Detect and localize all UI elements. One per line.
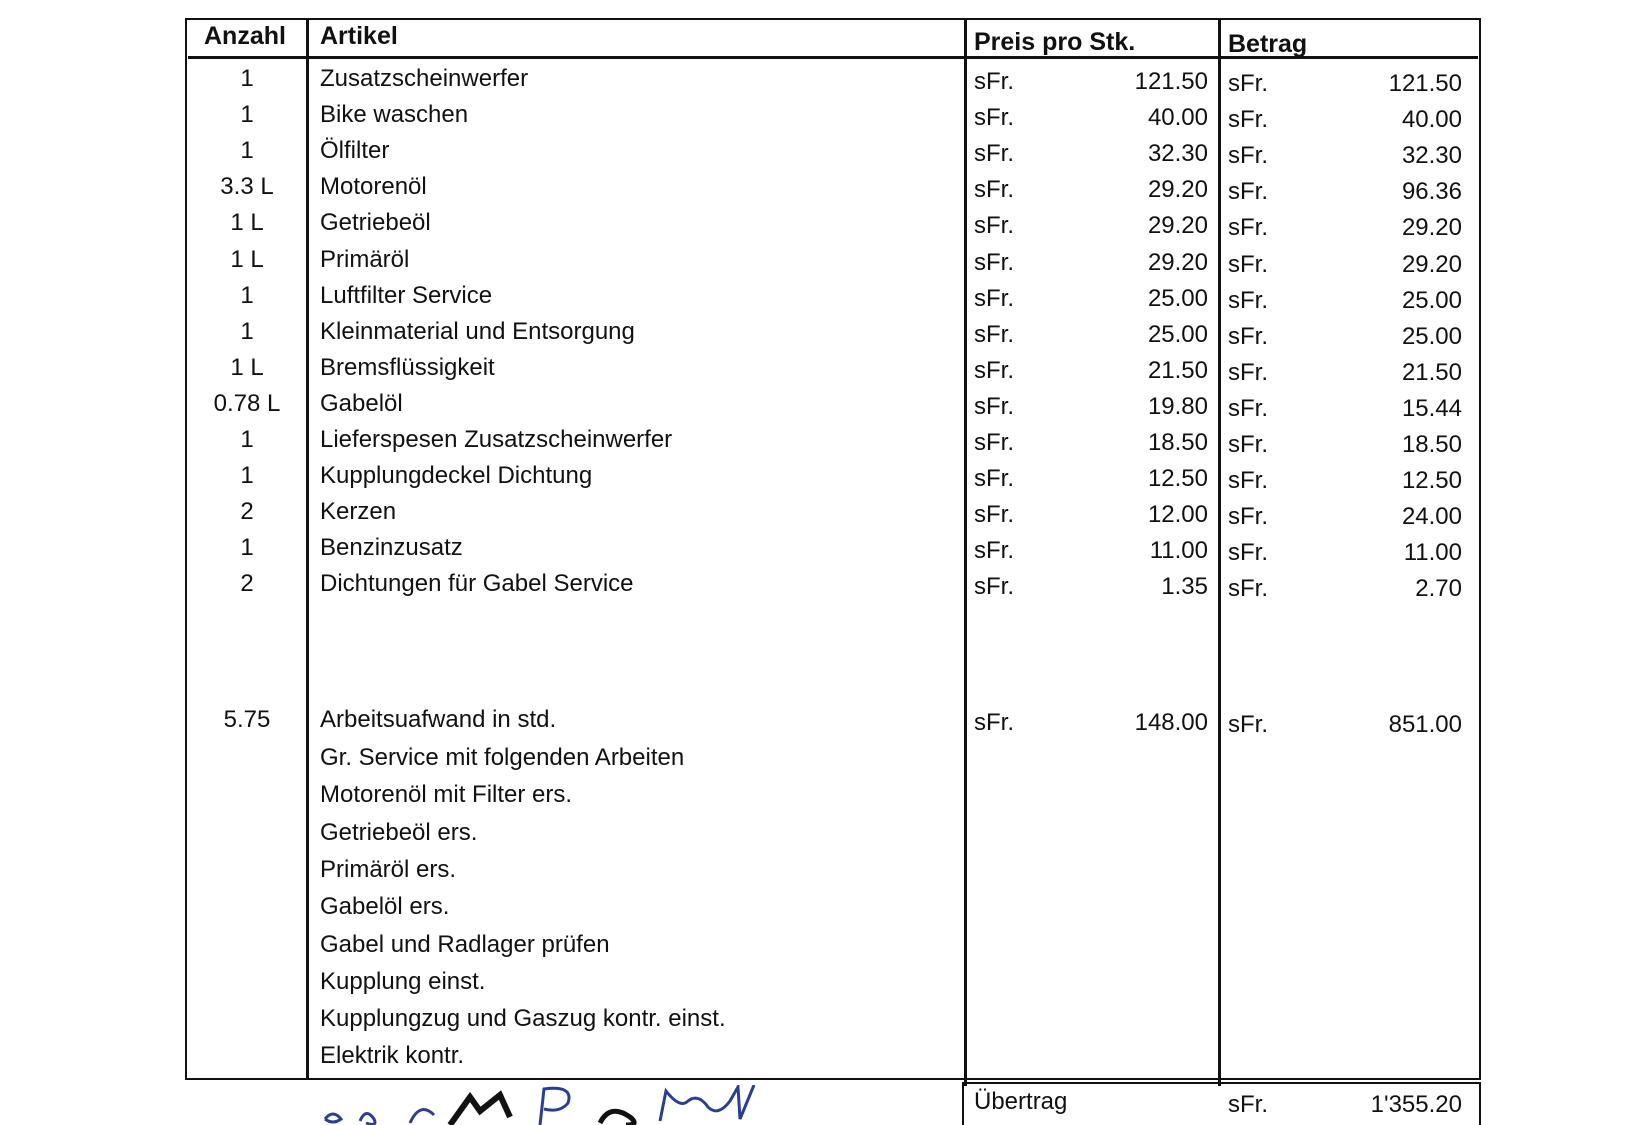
header-amount: Betrag — [1228, 30, 1308, 58]
row-qty: 1 — [240, 65, 254, 92]
header-qty: Anzahl — [204, 22, 286, 50]
row-amount-currency: sFr. — [1228, 214, 1268, 242]
row-amount-currency: sFr. — [1228, 322, 1268, 350]
row-article: Kerzen — [320, 498, 397, 526]
row-price: 32.30 — [1147, 140, 1208, 168]
labor-detail-line: Gabel und Radlager prüfen — [320, 930, 610, 958]
row-price-currency: sFr. — [974, 176, 1014, 204]
row-amount: 18.50 — [1401, 431, 1462, 458]
row-qty: 1 — [240, 137, 254, 165]
header-unit-price: Preis pro Stk. — [974, 28, 1136, 56]
col-divider-article — [964, 18, 967, 1086]
row-article: Ölfilter — [320, 137, 390, 165]
row-price-currency: sFr. — [974, 465, 1014, 493]
row-article: Motorenöl — [320, 173, 427, 201]
row-amount-currency: sFr. — [1228, 431, 1268, 458]
labor-detail-line: Gr. Service mit folgenden Arbeiten — [320, 744, 685, 771]
labor-amount: 851.00 — [1388, 711, 1462, 738]
carry-over-currency: sFr. — [1228, 1091, 1268, 1118]
row-amount: 2.70 — [1415, 575, 1462, 603]
row-qty: 1 — [240, 317, 254, 345]
row-article: Kupplungdeckel Dichtung — [320, 462, 593, 490]
row-price-currency: sFr. — [974, 573, 1014, 601]
labor-detail-line: Getriebeöl ers. — [320, 818, 478, 846]
row-amount: 40.00 — [1401, 106, 1462, 134]
row-amount-currency: sFr. — [1228, 503, 1268, 531]
row-amount: 25.00 — [1401, 322, 1462, 350]
handwritten-signature — [320, 1085, 940, 1125]
carry-over-amount: 1'355.20 — [1370, 1091, 1462, 1118]
row-price-currency: sFr. — [974, 320, 1014, 348]
row-price-currency: sFr. — [974, 429, 1014, 456]
row-amount-currency: sFr. — [1228, 286, 1268, 314]
row-price: 1.35 — [1161, 573, 1208, 601]
labor-detail-line: Elektrik kontr. — [320, 1042, 465, 1070]
row-price-currency: sFr. — [974, 104, 1014, 132]
row-price: 25.00 — [1147, 284, 1208, 312]
row-article: Bike waschen — [320, 101, 469, 129]
row-amount: 15.44 — [1401, 394, 1462, 422]
labor-detail-line: Kupplungzug und Gaszug kontr. einst. — [320, 1005, 726, 1033]
row-qty: 0.78 L — [213, 389, 281, 417]
row-qty: 1 L — [230, 245, 264, 273]
row-qty: 1 — [240, 101, 254, 129]
row-amount-currency: sFr. — [1228, 358, 1268, 386]
row-price: 29.20 — [1147, 176, 1208, 204]
row-price-currency: sFr. — [974, 356, 1014, 384]
row-amount-currency: sFr. — [1228, 178, 1268, 206]
labor-article: Arbeitsuafwand in std. — [320, 706, 557, 733]
row-amount: 29.20 — [1401, 214, 1462, 242]
row-amount-currency: sFr. — [1228, 575, 1268, 603]
row-article: Primäröl — [320, 245, 410, 273]
row-amount-currency: sFr. — [1228, 106, 1268, 134]
row-article: Gabelöl — [320, 389, 403, 417]
row-amount: 24.00 — [1401, 503, 1462, 531]
row-price-currency: sFr. — [974, 68, 1014, 95]
row-price: 40.00 — [1147, 104, 1208, 132]
row-price: 29.20 — [1147, 212, 1208, 240]
row-amount: 25.00 — [1401, 286, 1462, 314]
labor-detail-line: Kupplung einst. — [320, 967, 486, 995]
row-price: 18.50 — [1147, 429, 1208, 456]
row-qty: 2 — [240, 498, 254, 526]
row-qty: 1 — [240, 426, 254, 453]
row-price: 25.00 — [1147, 320, 1208, 348]
row-qty: 1 L — [230, 353, 264, 381]
row-amount-currency: sFr. — [1228, 250, 1268, 278]
row-price-currency: sFr. — [974, 392, 1014, 420]
row-amount: 11.00 — [1403, 539, 1462, 567]
labor-price-currency: sFr. — [974, 709, 1014, 736]
row-amount: 96.36 — [1401, 178, 1462, 206]
row-qty: 1 — [240, 534, 254, 562]
row-amount-currency: sFr. — [1228, 142, 1268, 170]
row-amount-currency: sFr. — [1228, 394, 1268, 422]
row-price: 21.50 — [1147, 356, 1208, 384]
labor-qty: 5.75 — [223, 706, 271, 733]
carry-over-label: Übertrag — [974, 1088, 1068, 1115]
row-price: 29.20 — [1147, 248, 1208, 276]
row-qty: 1 — [240, 281, 254, 309]
row-article: Getriebeöl — [320, 209, 431, 237]
row-amount: 29.20 — [1401, 250, 1462, 278]
row-price: 11.00 — [1149, 537, 1208, 565]
row-price: 121.50 — [1134, 68, 1208, 95]
row-amount: 21.50 — [1401, 358, 1462, 386]
labor-detail-line: Gabelöl ers. — [320, 893, 450, 921]
row-qty: 3.3 L — [220, 173, 274, 201]
row-price-currency: sFr. — [974, 140, 1014, 168]
row-price-currency: sFr. — [974, 248, 1014, 276]
row-price: 19.80 — [1147, 392, 1208, 420]
row-amount: 32.30 — [1401, 142, 1462, 170]
row-price-currency: sFr. — [974, 501, 1014, 529]
row-price-currency: sFr. — [974, 284, 1014, 312]
labor-detail-line: Primäröl ers. — [320, 855, 457, 883]
row-article: Kleinmaterial und Entsorgung — [320, 317, 635, 345]
labor-amount-currency: sFr. — [1228, 711, 1268, 738]
labor-price: 148.00 — [1134, 709, 1208, 736]
row-article: Zusatzscheinwerfer — [320, 65, 529, 92]
row-amount: 12.50 — [1401, 467, 1462, 495]
row-article: Benzinzusatz — [320, 534, 463, 562]
row-article: Lieferspesen Zusatzscheinwerfer — [320, 426, 673, 453]
header-article: Artikel — [320, 22, 398, 50]
row-qty: 1 — [240, 462, 254, 490]
row-price: 12.00 — [1147, 501, 1208, 529]
labor-detail-line: Motorenöl mit Filter ers. — [320, 781, 573, 809]
row-article: Luftfilter Service — [320, 281, 493, 309]
row-amount-currency: sFr. — [1228, 467, 1268, 495]
row-article: Dichtungen für Gabel Service — [320, 570, 634, 598]
col-divider-price — [1218, 18, 1221, 1086]
row-price: 12.50 — [1147, 465, 1208, 493]
row-amount-currency: sFr. — [1228, 539, 1268, 567]
row-price-currency: sFr. — [974, 212, 1014, 240]
row-qty: 2 — [240, 570, 254, 598]
row-article: Bremsflüssigkeit — [320, 353, 495, 381]
row-amount-currency: sFr. — [1228, 70, 1268, 97]
row-price-currency: sFr. — [974, 537, 1014, 565]
row-qty: 1 L — [230, 209, 264, 237]
row-amount: 121.50 — [1388, 70, 1462, 97]
